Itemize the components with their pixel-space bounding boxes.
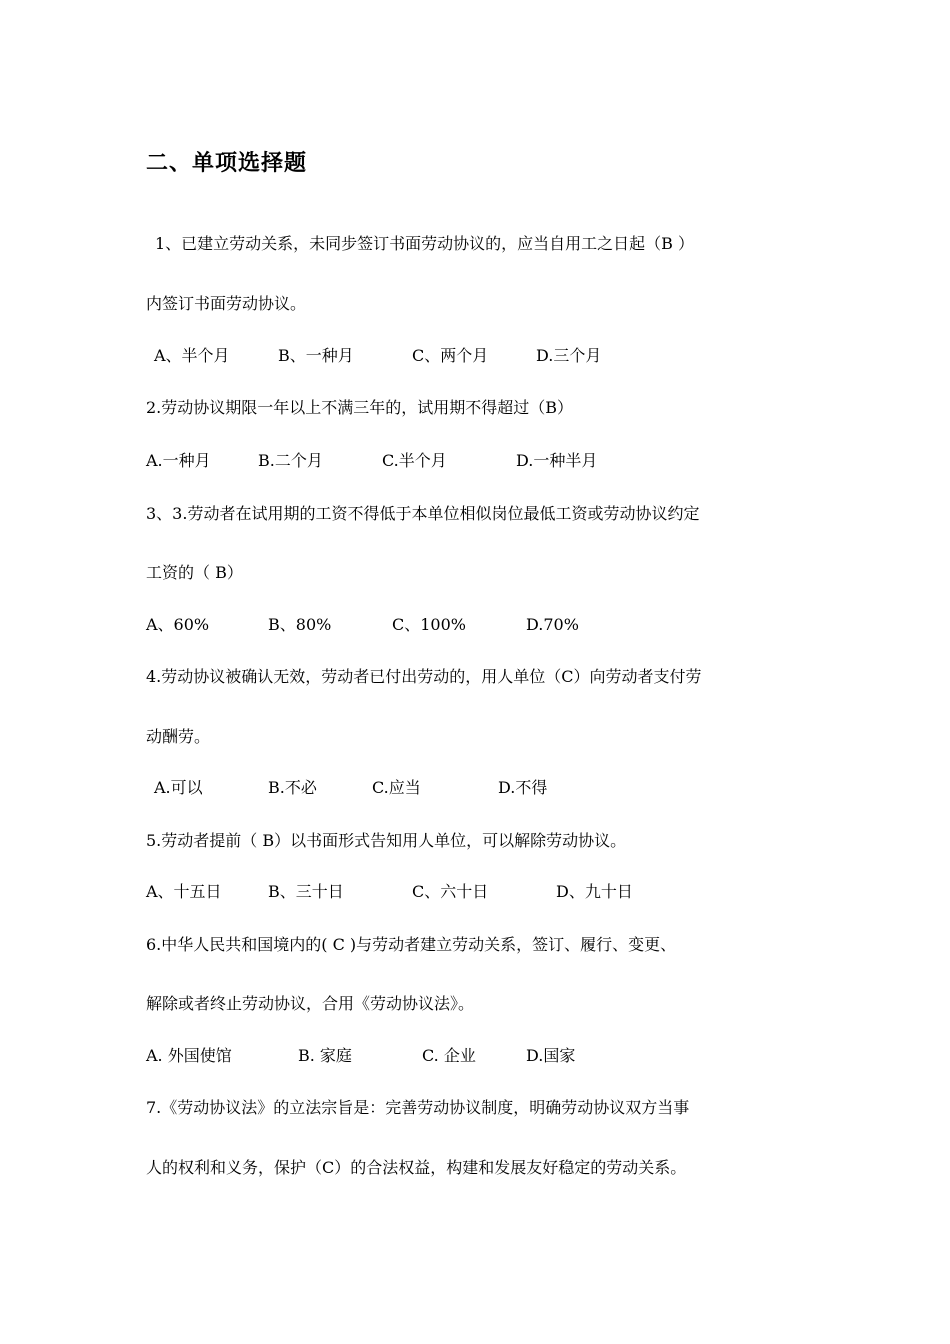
question-4-line-2: 动酬劳。 [146, 727, 211, 746]
option-d: D.三个月 [536, 346, 602, 365]
option-c: C、两个月 [412, 346, 489, 365]
option-b: B. 家庭 [298, 1046, 352, 1065]
option-c: C. 企业 [422, 1046, 476, 1065]
question-4-line-1: 4.劳动协议被确认无效，劳动者已付出劳动的，用人单位（C）向劳动者支付劳 [146, 667, 702, 686]
option-b: B、一种月 [278, 346, 354, 365]
question-5-line-1: 5.劳动者提前（ B）以书面形式告知用人单位，可以解除劳动协议。 [146, 831, 627, 850]
question-6-line-1: 6.中华人民共和国境内的( C )与劳动者建立劳动关系，签订、履行、变更、 [146, 935, 677, 954]
question-2-line-1: 2.劳动协议期限一年以上不满三年的，试用期不得超过（B） [146, 398, 574, 417]
option-d: D.国家 [526, 1046, 576, 1065]
option-c: C、100% [392, 615, 466, 634]
question-1-line-2: 内签订书面劳动协议。 [146, 294, 307, 313]
option-b: B、80% [268, 615, 332, 634]
option-d: D、九十日 [556, 882, 633, 901]
option-d: D.70% [526, 615, 579, 634]
option-c: C、六十日 [412, 882, 489, 901]
option-d: D.一种半月 [516, 451, 598, 470]
option-a: A、半个月 [154, 346, 230, 365]
option-d: D.不得 [498, 778, 548, 797]
option-a: A、十五日 [146, 882, 222, 901]
option-a: A. 外国使馆 [146, 1046, 232, 1065]
question-1-line-1: 1、已建立劳动关系，未同步签订书面劳动协议的，应当自用工之日起（B ） [155, 234, 695, 253]
option-a: A.可以 [154, 778, 203, 797]
question-3-line-2: 工资的（ B） [146, 563, 243, 582]
question-3-line-1: 3、3.劳动者在试用期的工资不得低于本单位相似岗位最低工资或劳动协议约定 [146, 504, 700, 523]
option-b: B.不必 [268, 778, 317, 797]
option-b: B、三十日 [268, 882, 344, 901]
option-a: A、60% [146, 615, 210, 634]
option-c: C.半个月 [382, 451, 447, 470]
section-heading: 二、单项选择题 [146, 151, 308, 176]
question-7-line-2: 人的权利和义务，保护（C）的合法权益，构建和发展友好稳定的劳动关系。 [146, 1158, 687, 1177]
question-6-line-2: 解除或者终止劳动协议，合用《劳动协议法》。 [146, 994, 475, 1013]
option-b: B.二个月 [258, 451, 323, 470]
option-c: C.应当 [372, 778, 421, 797]
question-7-line-1: 7.《劳动协议法》的立法宗旨是：完善劳动协议制度，明确劳动协议双方当事 [146, 1098, 690, 1117]
option-a: A.一种月 [146, 451, 211, 470]
